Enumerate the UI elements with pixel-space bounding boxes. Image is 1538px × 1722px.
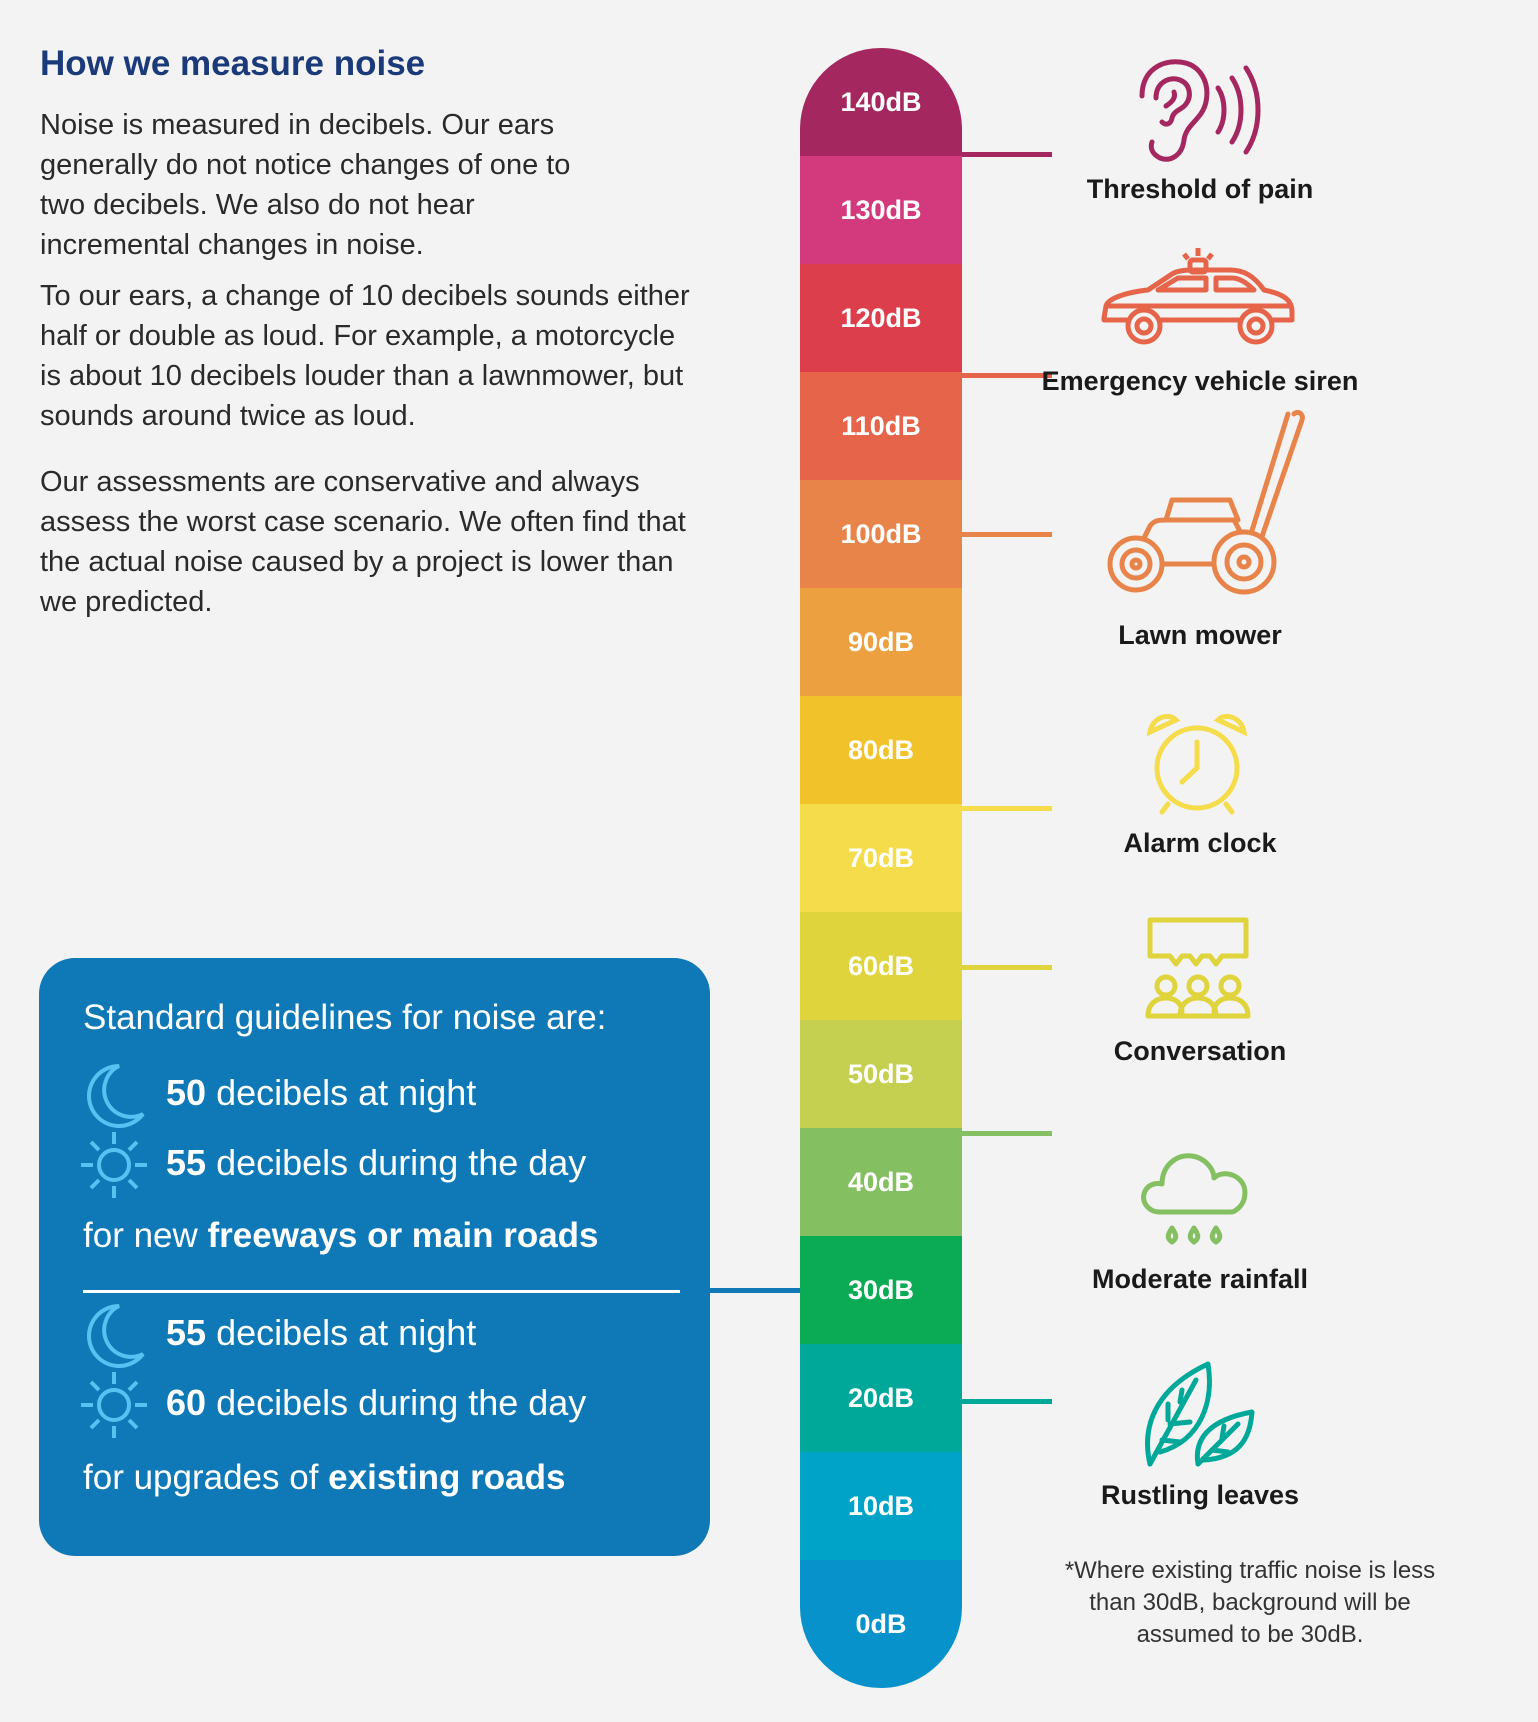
scale-level-90db	[800, 588, 962, 696]
guideline-scope	[83, 1216, 599, 1256]
sun-icon	[79, 1370, 149, 1440]
scale-level-30db	[800, 1236, 962, 1344]
scale-level-label: 120dB	[840, 302, 922, 333]
assessment-paragraph: Our assessments are conservative and always assess the worst case scenario. We often find that the actual noise caused by a project is lower than we predicted.	[40, 466, 686, 618]
scope-prefix: for new	[83, 1216, 198, 1255]
alarm-clock-icon	[1142, 708, 1252, 823]
lawn-mower-icon	[1106, 404, 1306, 609]
guideline-label: decibels at night	[216, 1072, 477, 1113]
scale-level-120db	[800, 264, 962, 372]
guideline-label: decibels at night	[216, 1312, 477, 1353]
example-label-moderate-rainfall: Moderate rainfall	[1091, 1264, 1309, 1294]
scale-level-110db	[800, 372, 962, 480]
example-label-lawn-mower: Lawn mower	[1118, 620, 1282, 650]
scale-level-100db	[800, 480, 962, 588]
guideline-text	[166, 1142, 586, 1184]
intro-paragraph: Noise is measured in decibels. Our ears generally do not notice changes of one to two decibels. We also do not hear incremental changes in noise.	[40, 109, 571, 261]
guideline-row	[39, 1300, 710, 1370]
guideline-text	[166, 1312, 476, 1354]
leader-line-alarm-clock	[962, 806, 1052, 811]
leader-line-rustling-leaves	[962, 1399, 1052, 1404]
scale-level-label: 60dB	[847, 950, 915, 981]
leader-line-emergency-siren	[962, 373, 1052, 378]
example-label-conversation: Conversation	[1113, 1036, 1287, 1066]
leader-line-conversation	[962, 965, 1052, 970]
guideline-label: decibels during the day	[216, 1142, 587, 1183]
scale-level-label: 10dB	[847, 1490, 915, 1521]
moon-icon	[79, 1060, 149, 1130]
scale-level-label: 110dB	[841, 410, 921, 441]
leader-line-threshold-of-pain	[962, 152, 1052, 157]
footnote: *Where existing traffic noise is less than 30dB, background will be assumed to be 30dB.	[1064, 1557, 1436, 1648]
scale-level-10db	[800, 1452, 962, 1560]
scale-level-label: 80dB	[847, 734, 915, 765]
example-label-threshold-of-pain: Threshold of pain	[1086, 174, 1314, 204]
scale-level-40db	[800, 1128, 962, 1236]
guideline-value: 50	[166, 1072, 207, 1113]
guideline-connector	[710, 1288, 800, 1293]
scale-level-label: 40dB	[847, 1166, 915, 1197]
scale-level-60db	[800, 912, 962, 1020]
guideline-text	[166, 1382, 586, 1424]
guideline-value: 60	[166, 1382, 207, 1423]
example-label-emergency-vehicle-siren: Emergency vehicle siren	[1041, 366, 1359, 396]
scale-level-label: 20dB	[847, 1382, 915, 1413]
guidelines-box	[39, 958, 710, 1556]
scale-level-130db	[800, 156, 962, 264]
example-label-alarm-clock: Alarm clock	[1123, 828, 1277, 858]
scale-level-label: 70dB	[847, 842, 915, 873]
example-label-rustling-leaves: Rustling leaves	[1100, 1480, 1300, 1510]
guidelines-heading: Standard guidelines for noise are:	[83, 998, 607, 1037]
scale-level-80db	[800, 696, 962, 804]
decibel-scale	[800, 48, 962, 1688]
scope-road-type: existing roads	[328, 1458, 566, 1497]
scale-level-140db	[800, 48, 962, 156]
scale-level-label: 140dB	[840, 86, 922, 117]
scale-level-label: 30dB	[847, 1274, 915, 1305]
scale-level-label: 50dB	[847, 1058, 915, 1089]
guideline-row	[39, 1370, 710, 1440]
guideline-text	[166, 1072, 476, 1114]
scale-level-50db	[800, 1020, 962, 1128]
scale-level-label: 130dB	[840, 194, 922, 225]
guideline-scope	[83, 1458, 565, 1498]
decibel-explanation-paragraph: To our ears, a change of 10 decibels sounds either half or double as loud. For example, a motorcycle is about 10 decibels louder than a lawnmower, but sounds around twice as loud.	[40, 280, 690, 432]
guideline-value: 55	[166, 1312, 207, 1353]
leader-line-moderate-rainfall	[962, 1131, 1052, 1136]
conversation-icon	[1142, 916, 1252, 1031]
ear-icon	[1128, 58, 1268, 173]
page-title: How we measure noise	[40, 44, 426, 83]
sun-icon	[79, 1130, 149, 1200]
scale-level-label: 100dB	[840, 518, 922, 549]
scale-level-label: 90dB	[847, 626, 915, 657]
scale-level-label: 0dB	[855, 1608, 907, 1639]
guideline-value: 55	[166, 1142, 207, 1183]
scale-level-20db	[800, 1344, 962, 1452]
scope-road-type: freeways or main roads	[207, 1216, 599, 1255]
rain-cloud-icon	[1140, 1144, 1250, 1259]
leader-line-lawn-mower	[962, 532, 1052, 537]
guidelines-divider	[83, 1290, 680, 1293]
scale-level-0db	[800, 1560, 962, 1688]
leaves-icon	[1138, 1360, 1258, 1475]
guideline-row	[39, 1060, 710, 1130]
guideline-label: decibels during the day	[216, 1382, 587, 1423]
moon-icon	[79, 1300, 149, 1370]
guideline-row	[39, 1130, 710, 1200]
police-car-icon	[1098, 246, 1298, 361]
scale-level-70db	[800, 804, 962, 912]
scope-prefix: for upgrades of	[83, 1458, 319, 1497]
